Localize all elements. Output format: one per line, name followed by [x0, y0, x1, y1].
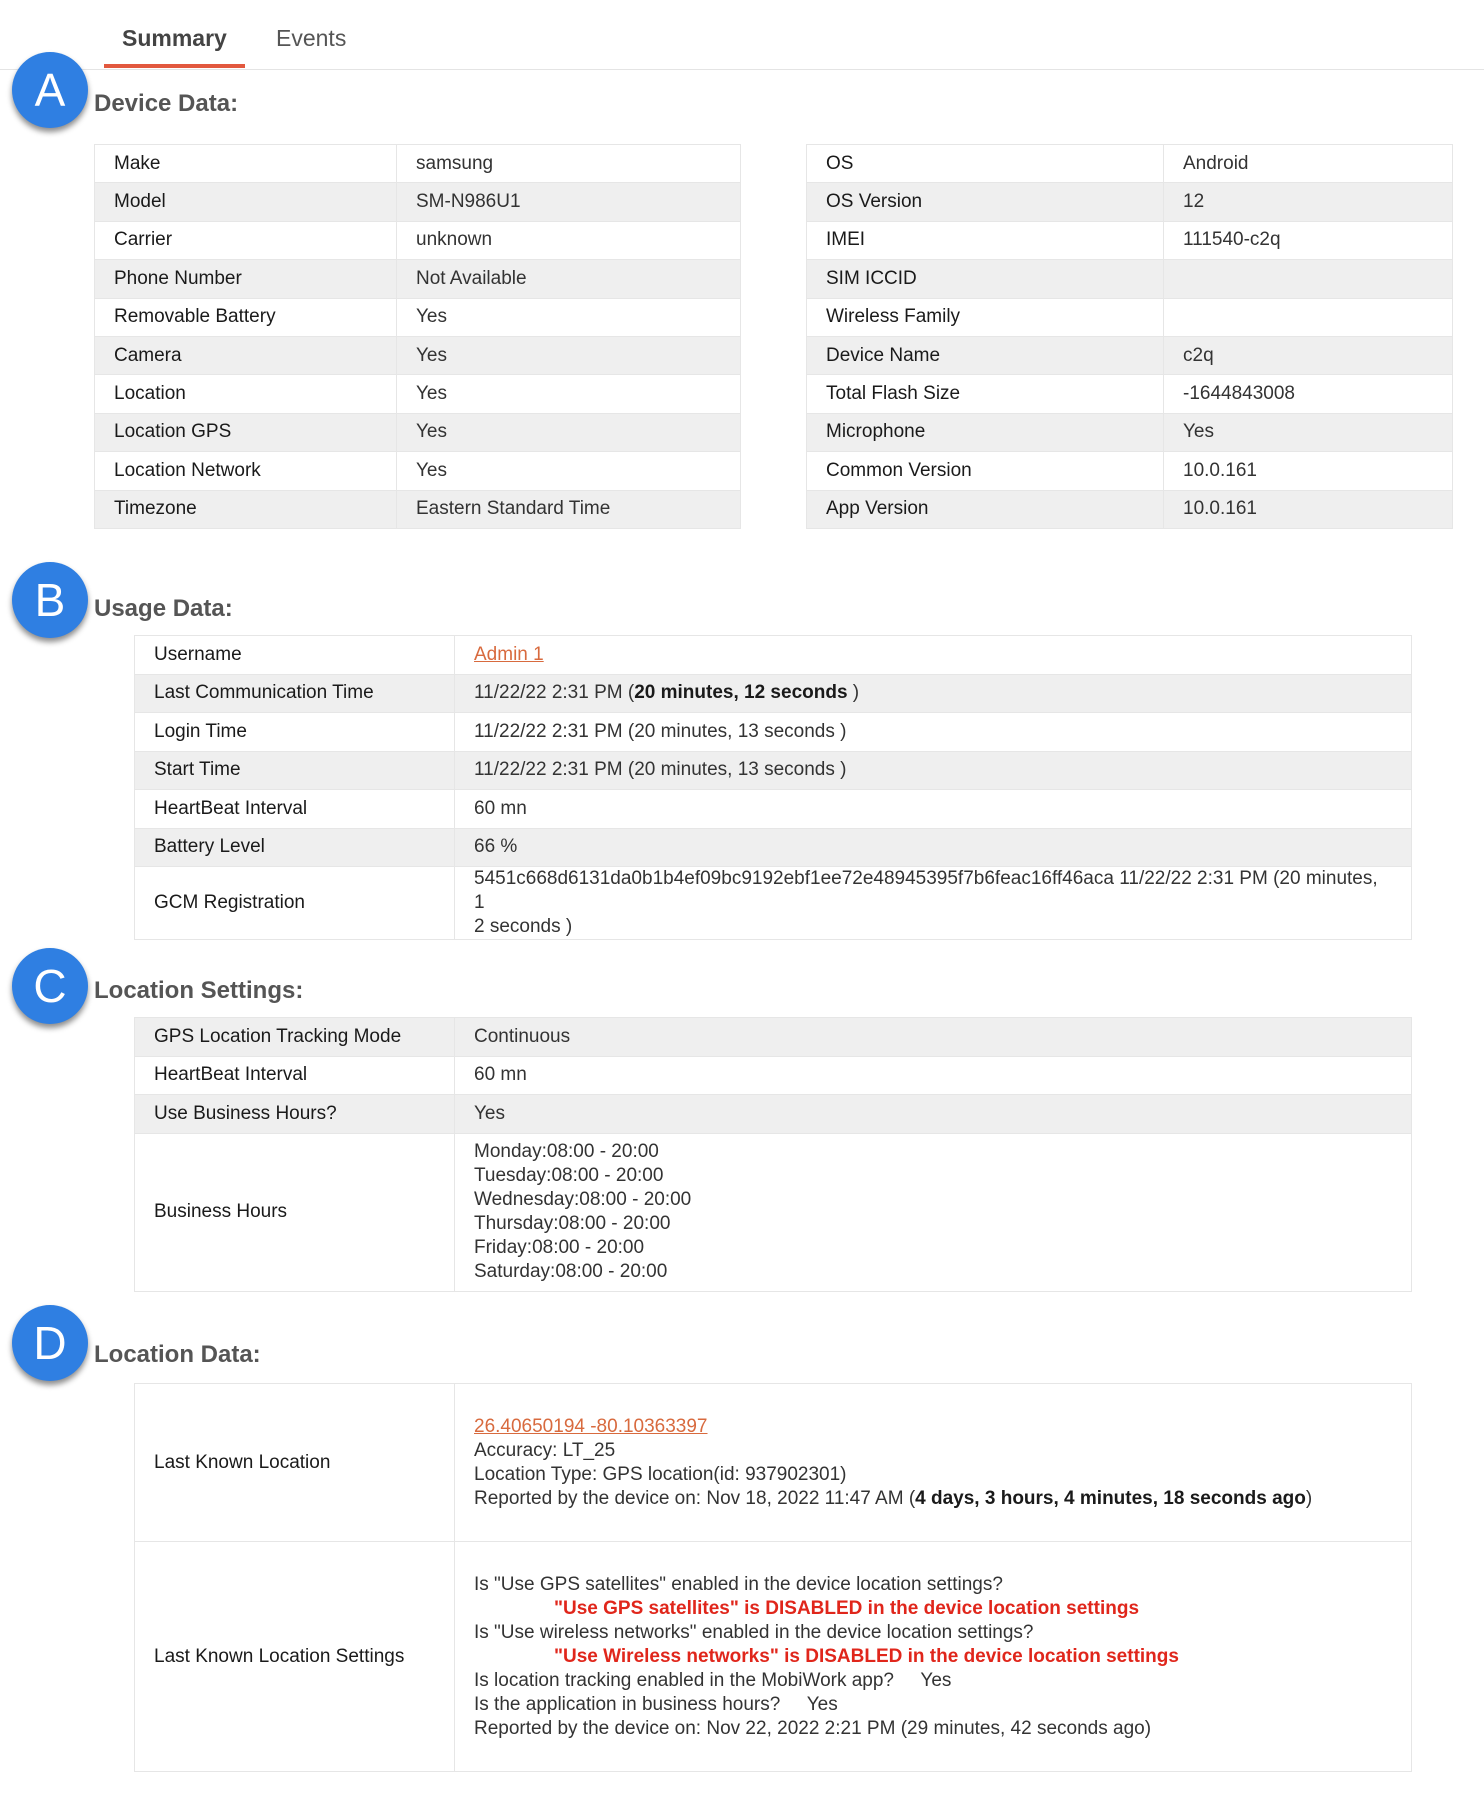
last-known-location-label: Last Known Location — [135, 1384, 455, 1542]
device-left-field-value: samsung — [397, 145, 741, 183]
device-data-title: Device Data: — [94, 90, 239, 117]
device-right-field-label: Microphone — [807, 413, 1164, 451]
gps-question: Is "Use GPS satellites" enabled in the device location settings? — [474, 1573, 1003, 1595]
table-row — [807, 298, 1453, 336]
location-type-text: Location Type: GPS location(id: 937902301) — [474, 1463, 847, 1485]
device-left-field-value: SM-N986U1 — [397, 183, 741, 221]
table-row — [135, 1542, 1412, 1772]
usage-start-value: 11/22/22 2:31 PM (20 minutes, 13 seconds ) — [455, 751, 1412, 790]
usage-gcm-label: GCM Registration — [135, 867, 455, 940]
table-row — [807, 490, 1453, 528]
location-data-table — [134, 1383, 1412, 1772]
table-row — [135, 636, 1412, 675]
table-row — [807, 260, 1453, 298]
table-row — [95, 375, 741, 413]
tracking-mode-value: Continuous — [455, 1018, 1412, 1057]
gcm-line-2: 2 seconds ) — [474, 916, 573, 937]
usage-login-label: Login Time — [135, 713, 455, 752]
section-badge-d: D — [12, 1305, 88, 1381]
device-right-field-label: Common Version — [807, 452, 1164, 490]
tab-bar — [0, 0, 1484, 70]
location-settings-table — [134, 1017, 1412, 1292]
business-hours-line: Saturday:08:00 - 20:00 — [474, 1261, 668, 1282]
device-left-field-label: Location — [95, 375, 397, 413]
accuracy-text: Accuracy: LT_25 — [474, 1439, 616, 1461]
table-row — [95, 183, 741, 221]
table-row — [95, 413, 741, 451]
usage-lastcomm-label: Last Communication Time — [135, 674, 455, 713]
device-left-field-value: Yes — [397, 298, 741, 336]
table-row — [95, 260, 741, 298]
table-row — [135, 1018, 1412, 1057]
usage-start-label: Start Time — [135, 751, 455, 790]
table-row — [135, 674, 1412, 713]
device-right-field-value: Android — [1164, 145, 1453, 183]
device-left-field-value: Eastern Standard Time — [397, 490, 741, 528]
table-row — [807, 221, 1453, 259]
device-right-field-label: OS — [807, 145, 1164, 183]
table-row — [135, 1095, 1412, 1134]
table-row — [135, 1384, 1412, 1542]
table-row — [95, 298, 741, 336]
location-elapsed: 4 days, 3 hours, 4 minutes, 18 seconds ago — [915, 1487, 1306, 1509]
section-badge-b: B — [12, 562, 88, 638]
device-left-field-label: Location GPS — [95, 413, 397, 451]
usage-lastcomm-value — [455, 674, 1412, 713]
last-known-location-settings-label: Last Known Location Settings — [135, 1542, 455, 1772]
business-hours-line: Tuesday:08:00 - 20:00 — [474, 1165, 664, 1186]
settings-reported-text: Reported by the device on: Nov 22, 2022 2:21 PM (29 minutes, 42 seconds ago) — [474, 1717, 1152, 1739]
business-hours-label: Business Hours — [135, 1133, 455, 1291]
device-right-field-value: 111540-c2q — [1164, 221, 1453, 259]
username-link[interactable]: Admin 1 — [474, 643, 544, 665]
table-row — [807, 375, 1453, 413]
device-left-field-label: Location Network — [95, 452, 397, 490]
device-left-field-value: unknown — [397, 221, 741, 259]
location-data-title: Location Data: — [94, 1341, 261, 1368]
table-row — [95, 221, 741, 259]
usage-heartbeat-label: HeartBeat Interval — [135, 790, 455, 829]
device-left-field-label: Timezone — [95, 490, 397, 528]
table-row — [95, 336, 741, 374]
ls-heartbeat-value: 60 mn — [455, 1056, 1412, 1095]
section-badge-a: A — [12, 52, 88, 128]
location-reported-text: Reported by the device on: Nov 18, 2022 11:47 AM (4 days, 3 hours, 4 minutes, 18 seconds ago) — [474, 1487, 1313, 1509]
business-question: Is the application in business hours? Yes — [474, 1693, 838, 1715]
device-left-field-label: Phone Number — [95, 260, 397, 298]
usage-battery-value: 66 % — [455, 828, 1412, 867]
usage-username-value — [455, 636, 1412, 675]
use-business-hours-value: Yes — [455, 1095, 1412, 1134]
location-settings-title: Location Settings: — [94, 977, 304, 1004]
device-right-field-label: SIM ICCID — [807, 260, 1164, 298]
device-left-field-value: Yes — [397, 452, 741, 490]
usage-heartbeat-value: 60 mn — [455, 790, 1412, 829]
business-hours-line: Friday:08:00 - 20:00 — [474, 1237, 645, 1258]
table-row — [807, 145, 1453, 183]
device-right-field-value: 10.0.161 — [1164, 490, 1453, 528]
usage-data-title: Usage Data: — [94, 595, 233, 622]
wireless-question: Is "Use wireless networks" enabled in the device location settings? — [474, 1621, 1034, 1643]
business-hours-line: Monday:08:00 - 20:00 — [474, 1141, 659, 1162]
table-row — [135, 790, 1412, 829]
business-answer: Yes — [806, 1693, 838, 1715]
usage-username-label: Username — [135, 636, 455, 675]
gcm-line-1: 5451c668d6131da0b1b4ef09bc9192ebf1ee72e48945395f7b6feac16ff46aca 11/22/22 2:31 PM (20 minutes, 1 — [474, 868, 1378, 913]
device-data-table-left — [94, 144, 741, 529]
device-right-field-value: Yes — [1164, 413, 1453, 451]
device-left-field-label: Removable Battery — [95, 298, 397, 336]
usage-data-table — [134, 635, 1412, 940]
last-known-location-settings-value — [455, 1542, 1412, 1772]
tracking-answer: Yes — [920, 1669, 952, 1691]
device-left-field-label: Camera — [95, 336, 397, 374]
device-data-table-right — [806, 144, 1453, 529]
device-right-field-value: c2q — [1164, 336, 1453, 374]
tab-events[interactable]: Events — [276, 25, 347, 51]
tracking-mode-label: GPS Location Tracking Mode — [135, 1018, 455, 1057]
table-row — [807, 183, 1453, 221]
device-right-field-value — [1164, 298, 1453, 336]
business-hours-value — [455, 1133, 1412, 1291]
device-left-field-value: Yes — [397, 413, 741, 451]
business-hours-line: Wednesday:08:00 - 20:00 — [474, 1189, 692, 1210]
usage-battery-label: Battery Level — [135, 828, 455, 867]
table-row — [807, 452, 1453, 490]
lastcomm-close: ) — [847, 682, 860, 704]
lastcomm-elapsed: 20 minutes, 12 seconds — [634, 682, 848, 704]
usage-gcm-value — [455, 867, 1412, 940]
coordinates-link[interactable]: 26.40650194 -80.10363397 — [474, 1415, 708, 1437]
device-right-field-label: App Version — [807, 490, 1164, 528]
table-row — [95, 145, 741, 183]
ls-heartbeat-label: HeartBeat Interval — [135, 1056, 455, 1095]
device-right-field-label: Device Name — [807, 336, 1164, 374]
device-right-field-label: Wireless Family — [807, 298, 1164, 336]
table-row — [135, 1133, 1412, 1291]
table-row — [135, 713, 1412, 752]
device-left-field-label: Model — [95, 183, 397, 221]
tab-summary[interactable]: Summary — [104, 22, 245, 68]
table-row — [95, 490, 741, 528]
table-row — [135, 751, 1412, 790]
table-row — [807, 336, 1453, 374]
device-right-field-label: Total Flash Size — [807, 375, 1164, 413]
device-right-field-label: IMEI — [807, 221, 1164, 259]
device-right-field-value: -1644843008 — [1164, 375, 1453, 413]
table-row — [135, 1056, 1412, 1095]
section-badge-c: C — [12, 948, 88, 1024]
tracking-question: Is location tracking enabled in the MobiWork app? Yes — [474, 1669, 952, 1691]
device-right-field-value: 10.0.161 — [1164, 452, 1453, 490]
table-row — [135, 828, 1412, 867]
device-left-field-value: Yes — [397, 375, 741, 413]
table-row — [135, 867, 1412, 940]
device-left-field-label: Carrier — [95, 221, 397, 259]
lastcomm-date: 11/22/22 2:31 PM ( — [474, 682, 635, 704]
table-row — [95, 452, 741, 490]
table-row — [807, 413, 1453, 451]
device-left-field-label: Make — [95, 145, 397, 183]
device-left-field-value: Not Available — [397, 260, 741, 298]
last-known-location-value — [455, 1384, 1412, 1542]
business-hours-line: Thursday:08:00 - 20:00 — [474, 1213, 671, 1234]
device-right-field-label: OS Version — [807, 183, 1164, 221]
device-left-field-value: Yes — [397, 336, 741, 374]
usage-login-value: 11/22/22 2:31 PM (20 minutes, 13 seconds ) — [455, 713, 1412, 752]
gps-disabled-warning: "Use GPS satellites" is DISABLED in the device location settings — [554, 1597, 1140, 1619]
device-right-field-value — [1164, 260, 1453, 298]
wireless-disabled-warning: "Use Wireless networks" is DISABLED in the device location settings — [554, 1645, 1179, 1667]
device-right-field-value: 12 — [1164, 183, 1453, 221]
use-business-hours-label: Use Business Hours? — [135, 1095, 455, 1134]
